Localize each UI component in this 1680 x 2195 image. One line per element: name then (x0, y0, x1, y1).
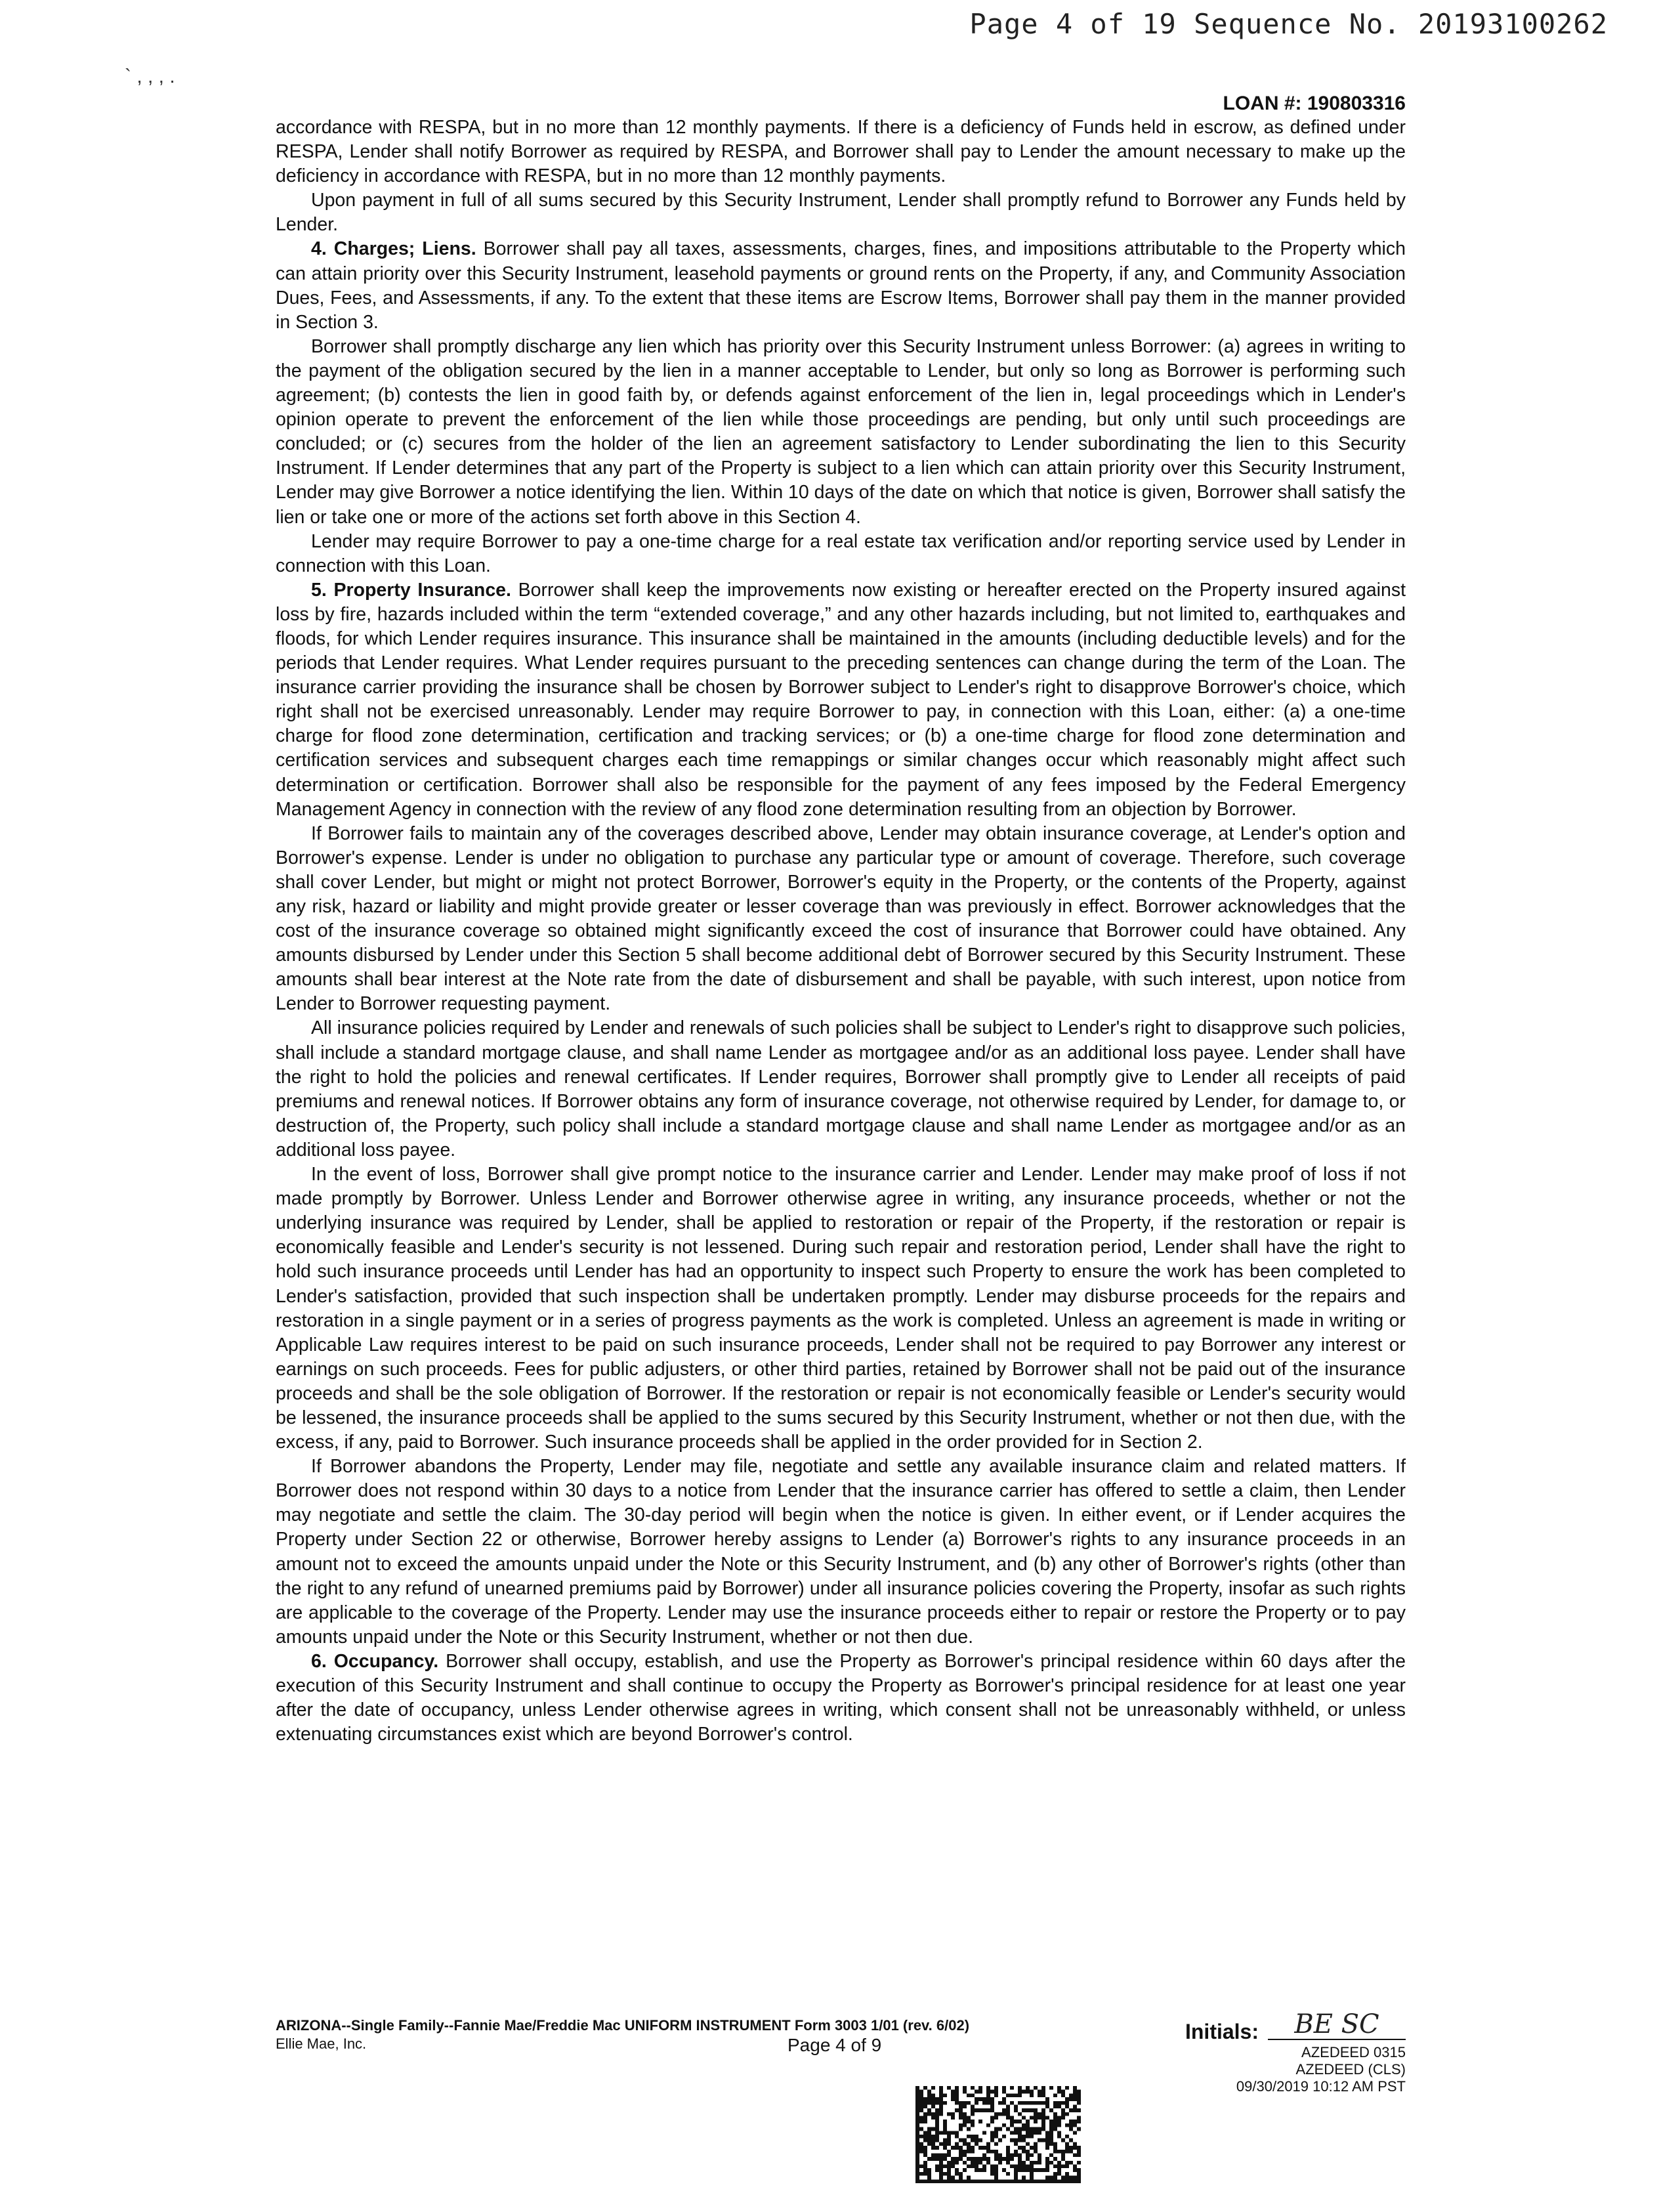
section-4-paragraph (276, 237, 1406, 334)
paragraph-refund: Upon payment in full of all sums secured by this Security Instrument, Lender shall promptly refund to Borrower any Funds held by Lender. (276, 190, 1406, 236)
paragraph-event-of-loss: In the event of loss, Borrower shall give prompt notice to the insurance carrier and Lender. Lender may make proof of loss if not made promptly by Borrower. Unless Lender and Borrower otherwise agree in writing, any insurance proceeds, whether or not the underlying insurance was required by Lender, shall be applied to restoration or repair of the Property, if the restoration or repair is economically feasible and Lender's security is not lessened. During such repair and restoration period, Lender shall have the right to hold such insurance proceeds until Lender has had an opportunity to inspect such Property to ensure the work has been completed to Lender's satisfaction, provided that such inspection shall be undertaken promptly. Lender may disburse proceeds for the repairs and restoration in a single payment or in a series of progress payments as the work is completed. Unless an agreement is made in writing or Applicable Law requires interest to be paid on such insurance proceeds, Lender shall not be required to pay Borrower any interest or earnings on such proceeds. Fees for public adjusters, or other third parties, retained by Borrower shall not be paid out of the insurance proceeds and shall be the sole obligation of Borrower. If the restoration or repair is not economically feasible or Lender's security would be lessened, the insurance proceeds shall be applied to the sums secured by this Security Instrument, whether or not then due, with the excess, if any, paid to Borrower. Such insurance proceeds shall be applied in the order provided for in Section 2. (276, 1164, 1406, 1453)
initials-label: Initials: (1185, 2020, 1259, 2043)
section-5-heading: 5. Property Insurance. (311, 579, 511, 601)
footer-initials-block (1185, 2010, 1406, 2095)
paragraph-policies: All insurance policies required by Lender and renewals of such policies shall be subject to Lender's right to disapprove such policies, shall include a standard mortgage clause, and shall name Lender as mortgagee and/or as an additional loss payee. Lender shall have the right to hold the policies and renewal certificates. If Lender requires, Borrower shall promptly give to Lender all receipts of paid premiums and renewal notices. If Borrower obtains any form of insurance coverage, not otherwise required by Lender, for damage to, or destruction of, the Property, such policy shall include a standard mortgage clause and shall name Lender as mortgagee and/or as an additional loss payee. (276, 1017, 1406, 1161)
loan-number: LOAN #: 190803316 (1223, 93, 1406, 114)
vendor-name: Ellie Mae, Inc. (276, 2035, 367, 2052)
print-timestamp: 09/30/2019 10:12 AM PST (1236, 2078, 1406, 2095)
initials-row (1185, 2009, 1406, 2043)
section-4-heading: 4. Charges; Liens. (311, 238, 476, 260)
paragraph-lien-discharge: Borrower shall promptly discharge any lien which has priority over this Security Instrument unless Borrower: (a) agrees in writing to the payment of the obligation secured by the lien in a manner acceptable to Lender, but only so long as Borrower is performing such agreement; (b) contests the lien in good faith by, or defends against enforcement of the lien in, legal proceedings which in Lender's opinion operate to prevent the enforcement of the lien while those proceedings are pending, but only until such proceedings are concluded; or (c) secures from the holder of the lien an agreement satisfactory to Lender subordinating the lien to this Security Instrument. If Lender determines that any part of the Property is subject to a lien which can attain priority over this Security Instrument, Lender may give Borrower a notice identifying the lien. Within 10 days of the date on which that notice is given, Borrower shall satisfy the lien or take one or more of the actions set forth above in this Section 4. (276, 335, 1406, 528)
paragraph-coverage-failure: If Borrower fails to maintain any of the coverages described above, Lender may obtain insurance coverage, at Lender's option and Borrower's expense. Lender is under no obligation to purchase any particular type or amount of coverage. Therefore, such coverage shall cover Lender, but might or might not protect Borrower, Borrower's equity in the Property, or the contents of the Property, against any risk, hazard or liability and might provide greater or lesser coverage than was previously in effect. Borrower acknowledges that the cost of the insurance coverage so obtained might significantly exceed the cost of insurance that Borrower could have obtained. Any amounts disbursed by Lender under this Section 5 shall become additional debt of Borrower secured by this Security Instrument. These amounts shall bear interest at the Note rate from the date of disbursement and shall be payable, with such interest, upon notice from Lender to Borrower requesting payment. (276, 822, 1406, 1015)
section-6-heading: 6. Occupancy. (311, 1650, 439, 1672)
form-identifier: ARIZONA--Single Family--Fannie Mae/Freddie Mac UNIFORM INSTRUMENT Form 3003 1/01 (rev. 6/02) (276, 2017, 970, 2034)
2d-barcode (915, 2086, 1081, 2183)
section-4-text: Borrower shall pay all taxes, assessments, charges, fines, and impositions attributable to the Property which can attain priority over this Security Instrument, leasehold payments or ground rents on the Property, if any, and Community Association Dues, Fees, and Assessments, if any. To the extent that these items are Escrow Items, Borrower shall pay them in the manner provided in Section 3. (276, 238, 1406, 333)
section-6-paragraph (276, 1650, 1406, 1747)
paragraph-respa-continued: accordance with RESPA, but in no more than 12 monthly payments. If there is a deficiency of Funds held in escrow, as defined under RESPA, Lender shall notify Borrower as required by RESPA, and Borrower shall pay to Lender the amount necessary to make up the deficiency in accordance with RESPA, but in no more than 12 monthly payments. (276, 117, 1406, 187)
form-code: AZEDEED 0315 (1301, 2044, 1406, 2060)
section-6-text: Borrower shall occupy, establish, and use the Property as Borrower's principal residence within 60 days after the execution of this Security Instrument and shall continue to occupy the Property as Borrower's principal residence for at least one year after the date of occupancy, unless Lender otherwise agrees in writing, which consent shall not be unreasonably withheld, or unless extenuating circumstances exist which are beyond Borrower's control. (276, 1650, 1406, 1745)
section-5-text: Borrower shall keep the improvements now existing or hereafter erected on the Property insured against loss by fire, hazards included within the term “extended coverage,” and any other hazards including, but not limited to, earthquakes and floods, for which Lender requires insurance. This insurance shall be maintained in the amounts (including deductible levels) and for the periods that Lender requires. What Lender requires pursuant to the preceding sentences can change during the term of the Loan. The insurance carrier providing the insurance shall be chosen by Borrower subject to Lender's right to disapprove Borrower's choice, which right shall not be exercised unreasonably. Lender may require Borrower to pay, in connection with this Loan, either: (a) a one-time charge for flood zone determination, certification and tracking services; or (b) a one-time charge for flood zone determination and certification services and subsequent charges each time remappings or similar changes occur which reasonably might affect such determination or certification. Borrower shall also be responsible for the payment of any fees imposed by the Federal Emergency Management Agency in connection with the review of any flood zone determination resulting from an objection by Borrower. (276, 579, 1406, 820)
form-code-cls: AZEDEED (CLS) (1295, 2061, 1406, 2078)
page-sequence-stamp: Page 4 of 19 Sequence No. 20193100262 (969, 8, 1608, 40)
paragraph-abandonment: If Borrower abandons the Property, Lender may file, negotiate and settle any available insurance claim and related matters. If Borrower does not respond within 30 days to a notice from Lender that the insurance carrier has offered to settle a claim, then Lender may negotiate and settle the claim. The 30-day period will begin when the notice is given. In either event, or if Lender acquires the Property under Section 22 or otherwise, Borrower hereby assigns to Lender (a) Borrower's rights to any insurance proceeds in an amount not to exceed the amounts unpaid under the Note or this Security Instrument, and (b) any other of Borrower's rights (other than the right to any refund of unearned premiums paid by Borrower) under all insurance policies covering the Property, insofar as such rights are applicable to the coverage of the Property. Lender may use the insurance proceeds either to repair or restore the Property or to pay amounts unpaid under the Note or this Security Instrument, whether or not then due. (276, 1456, 1406, 1648)
paragraph-tax-verification: Lender may require Borrower to pay a one-time charge for a real estate tax verification and/or reporting service used by Lender in connection with this Loan. (276, 530, 1406, 576)
page-number: Page 4 of 9 (788, 2035, 882, 2055)
document-body (276, 92, 1406, 1747)
page-footer (276, 2009, 1406, 2121)
scan-specks: ` , , , . (125, 66, 175, 87)
section-5-paragraph (276, 578, 1406, 822)
initials-signature: BE SC (1268, 2010, 1406, 2040)
